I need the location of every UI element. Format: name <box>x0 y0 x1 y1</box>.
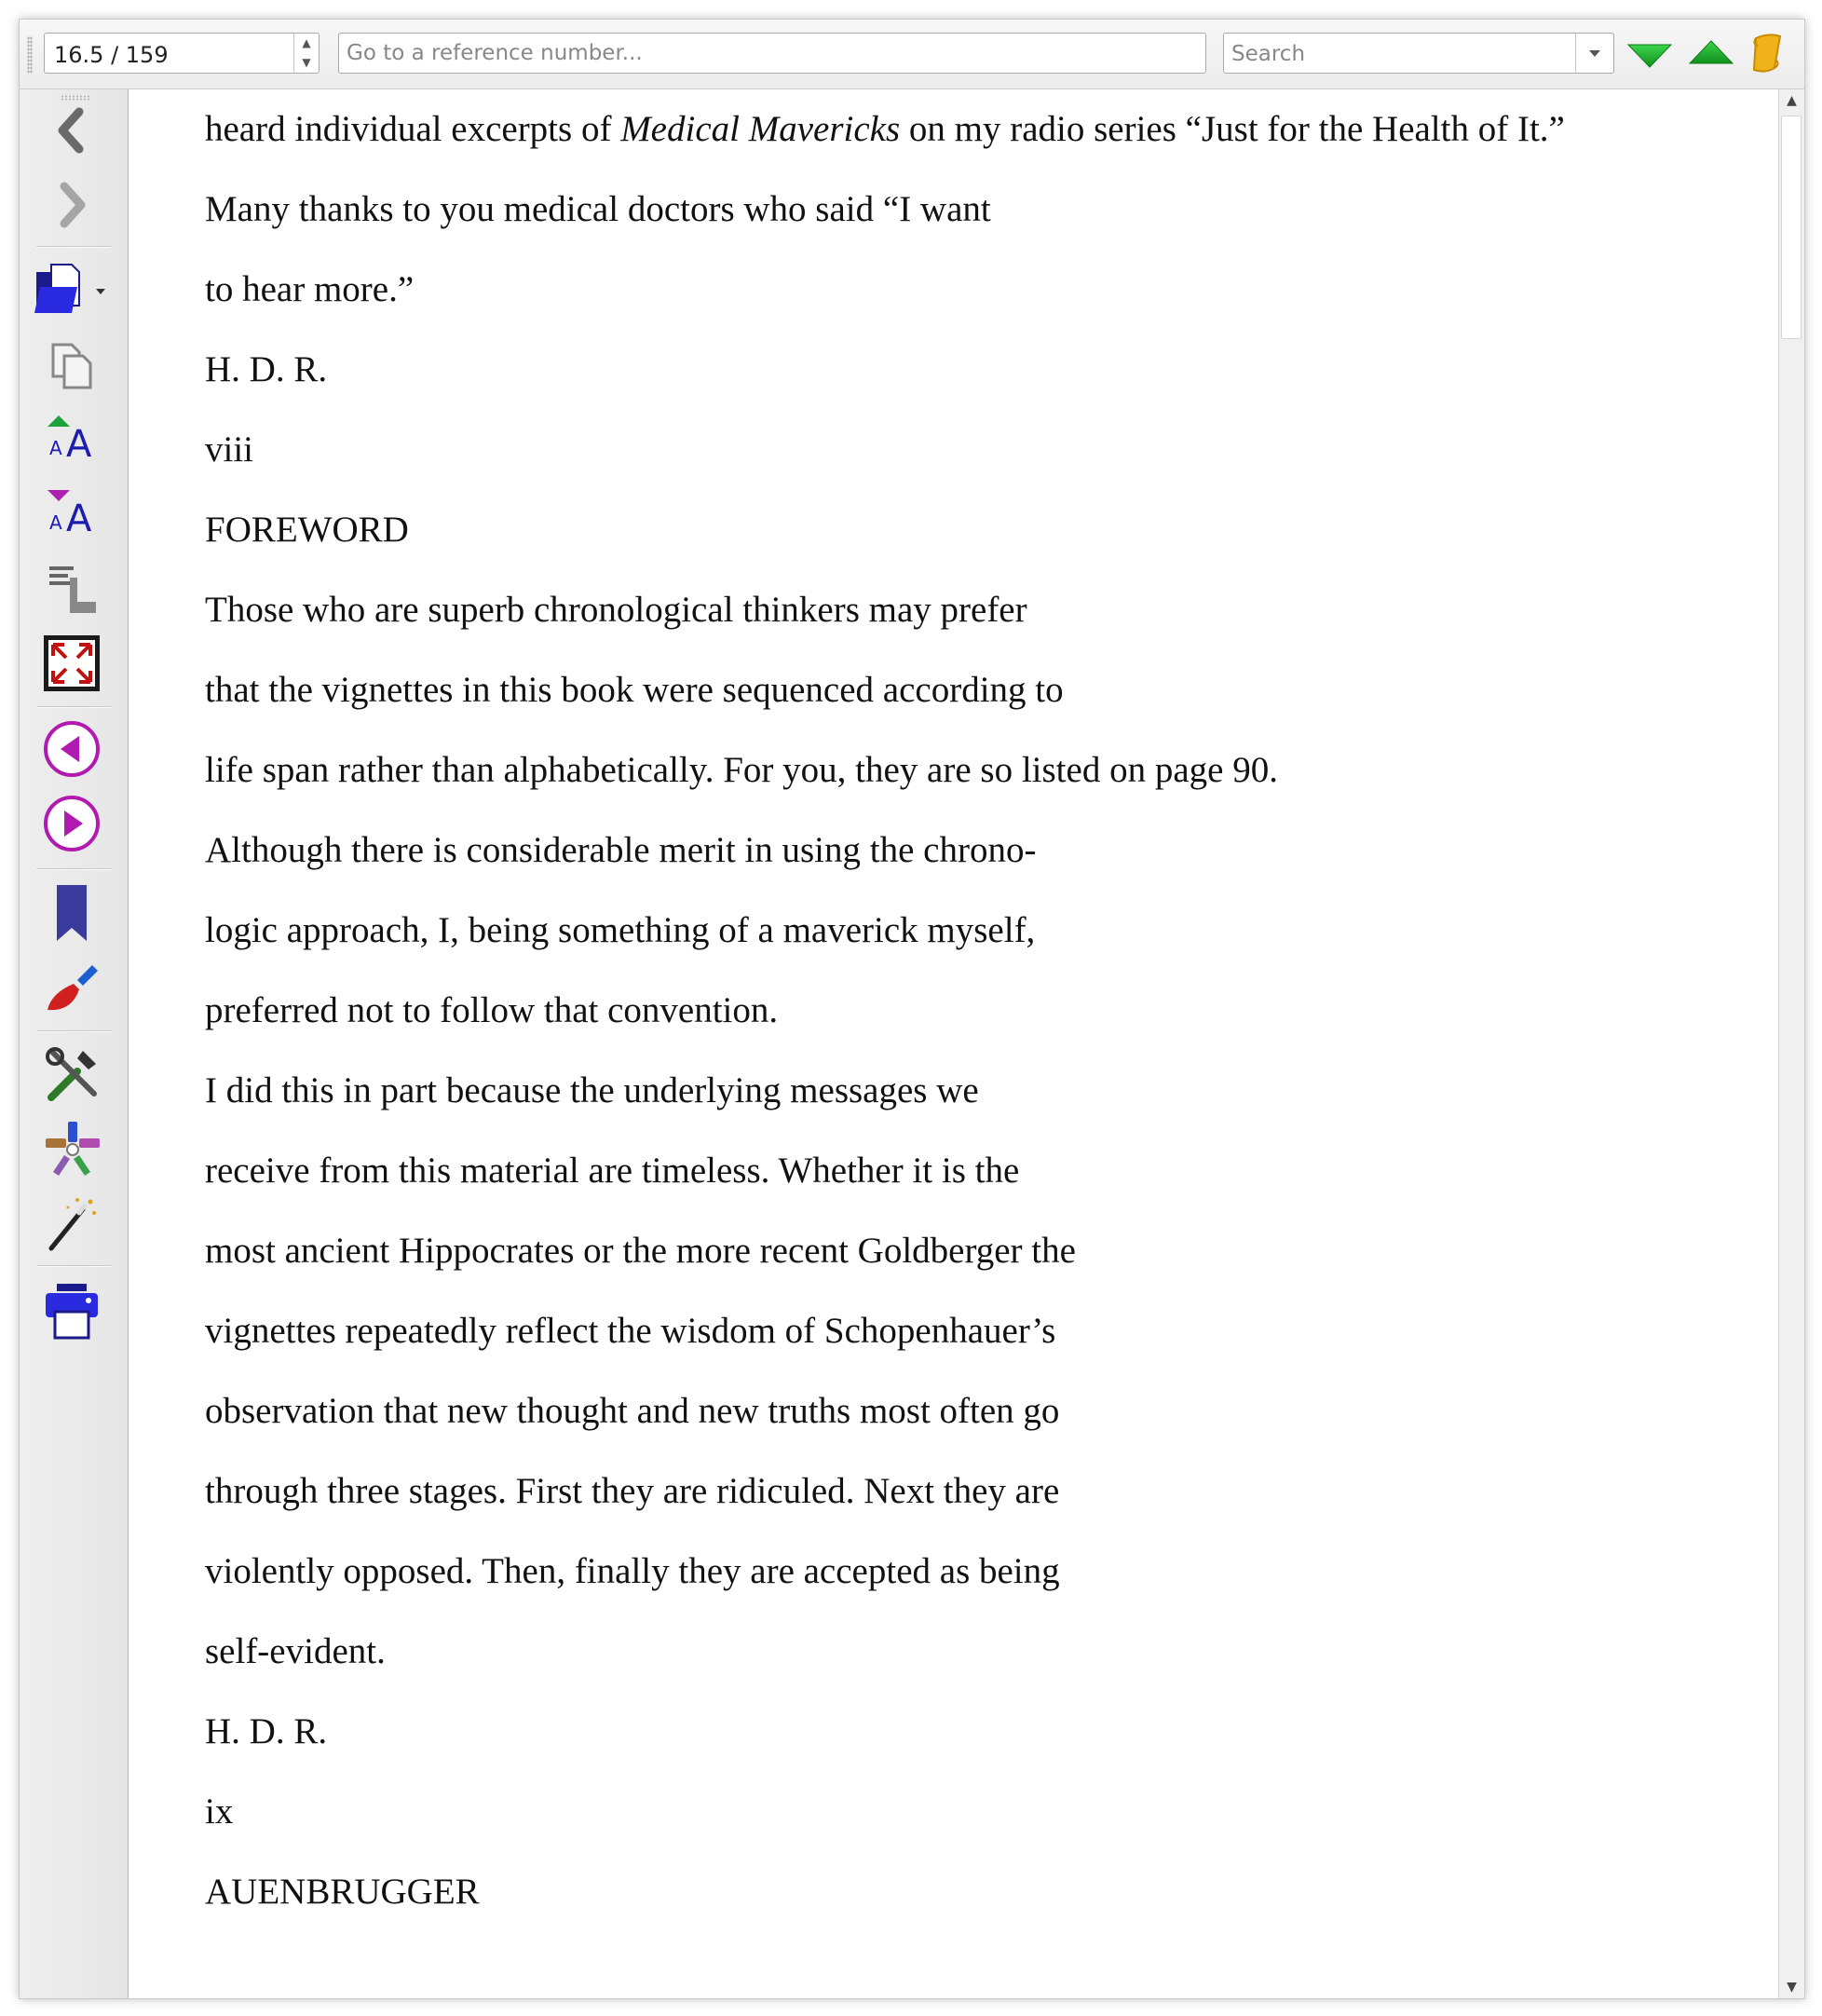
previous-match-icon[interactable] <box>1687 33 1735 74</box>
next-match-icon[interactable] <box>1625 33 1674 74</box>
document-line: self-evident. <box>205 1631 386 1671</box>
signature-initials: H. D. R. <box>205 349 328 389</box>
svg-text:A: A <box>66 423 92 466</box>
section-heading: AUENBRUGGER <box>205 1872 480 1912</box>
previous-chapter-icon[interactable] <box>40 717 103 781</box>
document-line: violently opposed. Then, finally they are accepted as being <box>205 1551 1060 1591</box>
sidebar-separator <box>36 868 111 870</box>
document-line: I did this in part because the underlying messages we <box>205 1070 979 1110</box>
reference-number-input[interactable] <box>338 33 1206 74</box>
fullscreen-icon[interactable] <box>40 632 103 695</box>
vertical-scrollbar[interactable] <box>1778 89 1804 1998</box>
preferences-icon[interactable] <box>40 1043 103 1107</box>
document-line: vignettes repeatedly reflect the wisdom of Schopenhauer’s <box>205 1311 1056 1351</box>
font-larger-icon[interactable] <box>40 408 103 471</box>
ebook-viewer-window <box>19 19 1805 1999</box>
sidebar-separator <box>36 706 111 708</box>
document-line: observation that new thought and new truths most often go <box>205 1391 1060 1431</box>
signature-initials: H. D. R. <box>205 1711 328 1751</box>
sidebar-separator <box>36 246 111 248</box>
open-folder-icon[interactable] <box>31 259 113 322</box>
highlight-icon[interactable] <box>40 956 103 1019</box>
document-line: receive from this material are timeless. Whether it is the <box>205 1151 1020 1191</box>
bookmark-icon[interactable] <box>40 881 103 945</box>
left-sidebar-toolbar <box>20 89 129 1998</box>
spin-buttons <box>293 34 319 73</box>
document-line: Many thanks to you medical doctors who said “I want <box>205 189 991 229</box>
scroll-up-icon[interactable]: ▲ <box>1787 93 1797 108</box>
document-line: logic approach, I, being something of a maverick myself, <box>205 910 1036 950</box>
search-placeholder: Search <box>1231 42 1306 66</box>
magic-wand-icon[interactable] <box>40 1192 103 1256</box>
sidebar-separator <box>36 1265 111 1267</box>
sidebar-separator <box>36 1030 111 1032</box>
document-view[interactable] <box>129 89 1778 1998</box>
svg-text:A: A <box>66 497 92 540</box>
page-number-spinbox[interactable] <box>44 33 320 74</box>
document-line: Those who are superb chronological thinkers may prefer <box>205 590 1027 630</box>
spin-up-icon[interactable]: ▲ <box>302 36 311 49</box>
document-line: that the vignettes in this book were sequenced according to <box>205 670 1064 710</box>
page-number-label: viii <box>205 429 254 470</box>
svg-text:A: A <box>49 511 62 534</box>
scroll-down-icon[interactable]: ▼ <box>1787 1980 1797 1995</box>
text-flow-icon[interactable] <box>40 557 103 620</box>
document-line: most ancient Hippocrates or the more recent Goldberger the <box>205 1231 1076 1271</box>
svg-text:A: A <box>49 437 62 459</box>
scroll-icon[interactable] <box>1743 31 1791 77</box>
document-line: Although there is considerable merit in using the chrono- <box>205 830 1037 870</box>
spin-down-icon[interactable]: ▼ <box>302 56 311 69</box>
plugins-icon[interactable] <box>40 1118 103 1181</box>
search-combobox[interactable] <box>1223 33 1614 74</box>
document-line: preferred not to follow that convention. <box>205 990 779 1030</box>
print-icon[interactable] <box>40 1280 103 1343</box>
scrollbar-thumb[interactable] <box>1781 116 1802 339</box>
forward-icon[interactable] <box>40 173 103 237</box>
chevron-down-icon <box>1576 34 1613 73</box>
font-smaller-icon[interactable] <box>40 483 103 546</box>
next-chapter-icon[interactable] <box>40 792 103 855</box>
back-icon[interactable] <box>40 99 103 162</box>
page-number-value: 16.5 / 159 <box>54 42 169 68</box>
document-line: through three stages. First they are ridiculed. Next they are <box>205 1471 1060 1511</box>
document-line: heard individual excerpts of Medical Mavericks on my radio series “Just for the Health of It.” <box>205 109 1565 149</box>
copy-icon[interactable] <box>40 334 103 397</box>
document-line: life span rather than alphabetically. For you, they are so listed on page 90. <box>205 750 1278 790</box>
page-number-label: ix <box>205 1791 234 1832</box>
search-dropdown-button[interactable] <box>1575 34 1613 73</box>
top-toolbar <box>20 20 1804 89</box>
section-heading: FOREWORD <box>205 510 409 550</box>
document-line: to hear more.” <box>205 269 415 309</box>
toolbar-grip[interactable] <box>27 36 33 74</box>
